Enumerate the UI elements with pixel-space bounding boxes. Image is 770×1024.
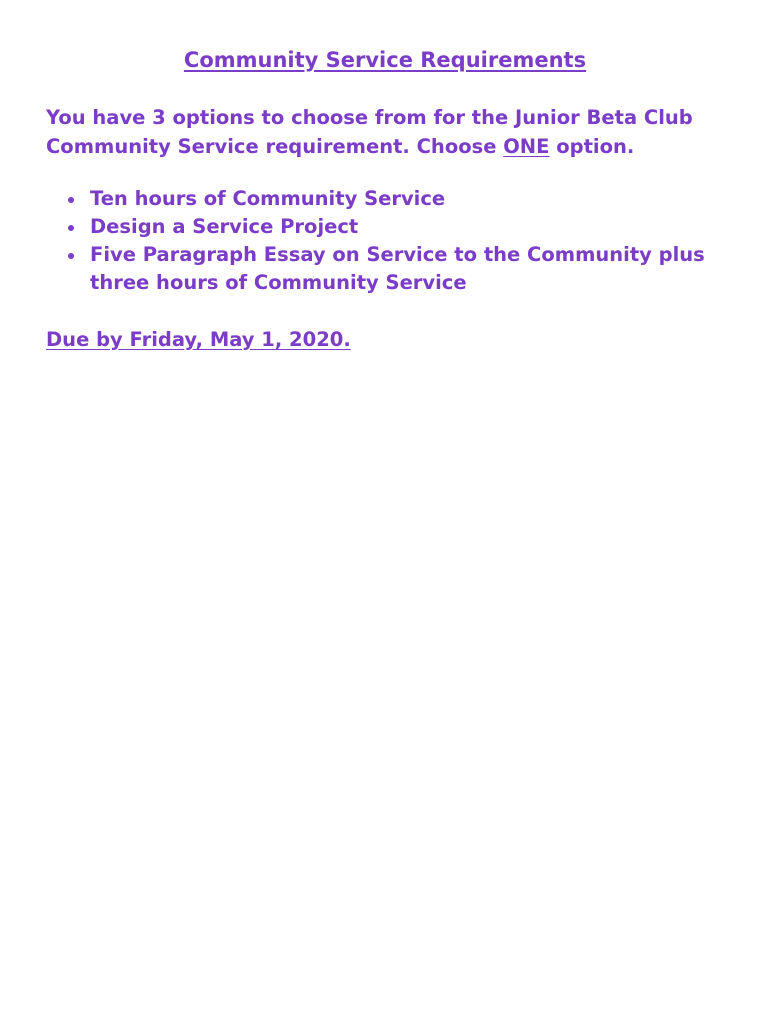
bullet-dot-icon bbox=[68, 225, 74, 231]
intro-text-start: You have 3 options to choose from for the Junior Beta Club Community Service requirement. Choose bbox=[46, 106, 693, 158]
intro-paragraph bbox=[46, 103, 736, 161]
list-item bbox=[64, 241, 724, 297]
list-item bbox=[64, 185, 724, 213]
list-item bbox=[64, 213, 724, 241]
intro-emphasis: ONE bbox=[503, 135, 550, 158]
bullet-dot-icon bbox=[68, 197, 74, 203]
due-date-text: Due by Friday, May 1, 2020. bbox=[46, 328, 351, 351]
intro-text-end: option. bbox=[549, 135, 635, 158]
option-label: Design a Service Project bbox=[90, 215, 359, 238]
option-label: Five Paragraph Essay on Service to the Community plus three hours of Community Service bbox=[90, 243, 705, 294]
bullet-dot-icon bbox=[68, 253, 74, 259]
option-label: Ten hours of Community Service bbox=[90, 187, 446, 210]
options-list bbox=[64, 185, 724, 297]
page-title: Community Service Requirements bbox=[183, 48, 587, 72]
